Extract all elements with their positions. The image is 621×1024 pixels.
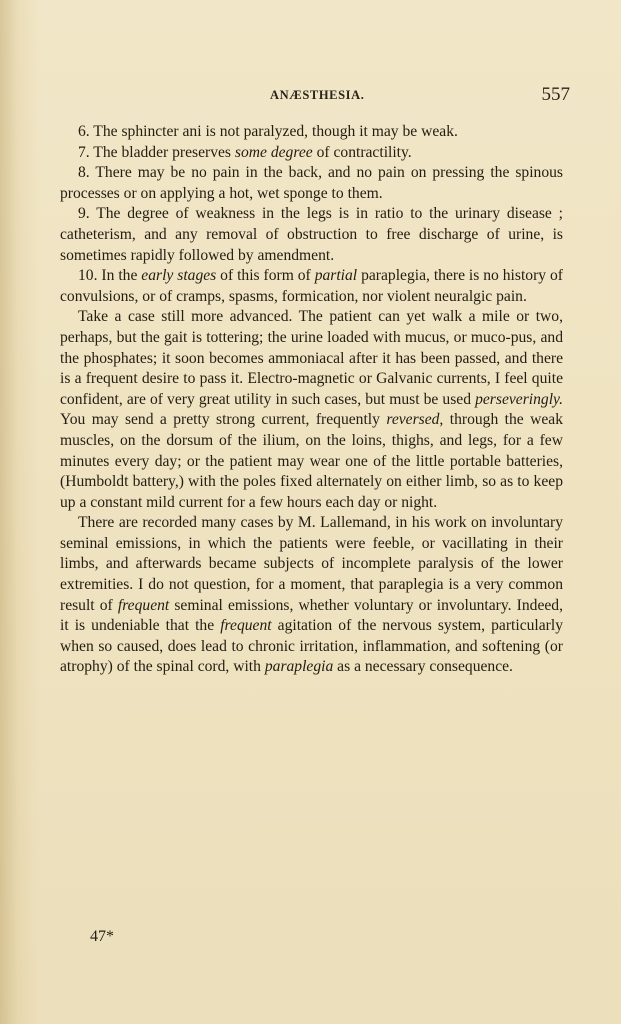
- italic-text: perseveringly.: [475, 390, 563, 408]
- paragraph: [60, 143, 563, 164]
- running-title: ANÆSTHESIA.: [270, 88, 365, 102]
- paragraph: [60, 163, 563, 204]
- italic-text: frequent: [220, 617, 272, 635]
- text-run: 10. In the: [78, 267, 142, 285]
- text-run: of this form of: [216, 267, 315, 285]
- italic-text: paraplegia: [264, 658, 334, 676]
- signature-mark: 47*: [90, 928, 114, 945]
- text-run: through the weak muscles, on the dorsum of the ilium, on the loins, thighs, and legs, for a few minutes every day; or the patient may wear one of the little portable batteries, (Humboldt battery,) with the poles fixed alternately on either limb, so as to keep up a constant mild current for a few hours each day or night.: [60, 411, 563, 511]
- italic-text: early stages: [141, 267, 217, 285]
- paragraph: [60, 204, 563, 266]
- paragraph: [60, 513, 563, 678]
- text-run: of contractility.: [312, 143, 412, 161]
- page-header: [60, 84, 570, 106]
- paragraph: [60, 307, 563, 513]
- body-text: [60, 122, 563, 678]
- text-run: Take a case still more advanced. The patient can yet walk a mile or two, perhaps, but the gait is tottering; the urine loaded with mucus, or muco-pus, and the phosphates; it soon becomes ammoniacal after it has been passed, and there is a frequent desire to pass it. Electro-magnetic or Galvanic currents, I feel quite confident, are of very great utility in such cases, but must be used: [60, 308, 563, 408]
- italic-text: reversed,: [386, 411, 444, 429]
- italic-text: partial: [314, 267, 358, 285]
- page-number: 557: [541, 84, 570, 105]
- italic-text: some degree: [234, 143, 313, 161]
- text-run: 8. There may be no pain in the back, and no pain on pressing the spinous processes or on applying a hot, wet sponge to them.: [60, 164, 563, 202]
- text-run: You may send a pretty strong current, frequently: [60, 411, 387, 429]
- paragraph: [60, 122, 563, 143]
- italic-text: frequent: [117, 596, 170, 614]
- text-run: paraplegia, there is no history of convulsions, or of cramps, spasms, formication, nor violent neuralgic pain.: [60, 267, 563, 305]
- text-run: 7. The bladder preserves: [78, 143, 235, 161]
- text-run: There are recorded many cases by M. Lallemand, in his work on involuntary seminal emissions, in which the patients were feeble, or vacillating in their limbs, and afterwards became subjects of incomplete paralysis of the lower extremities. I do not question, for a moment, that paraplegia is a very common result of: [60, 514, 563, 614]
- text-run: agitation of the nervous system, particularly when so caused, does lead to chronic irritation, inflammation, and softening (or atrophy) of the spinal cord, with: [60, 617, 563, 676]
- text-run: seminal emissions, whether voluntary or involuntary. Indeed, it is undeniable that the: [60, 596, 563, 635]
- paragraph: [60, 266, 563, 307]
- text-run: 9. The degree of weakness in the legs is in ratio to the urinary disease ; catheterism, and any removal of obstruction to free discharge of urine, is sometimes rapidly followed by amendment.: [60, 205, 563, 264]
- text-run: as a necessary consequence.: [333, 658, 513, 676]
- text-run: 6. The sphincter ani is not paralyzed, though it may be weak.: [78, 123, 458, 140]
